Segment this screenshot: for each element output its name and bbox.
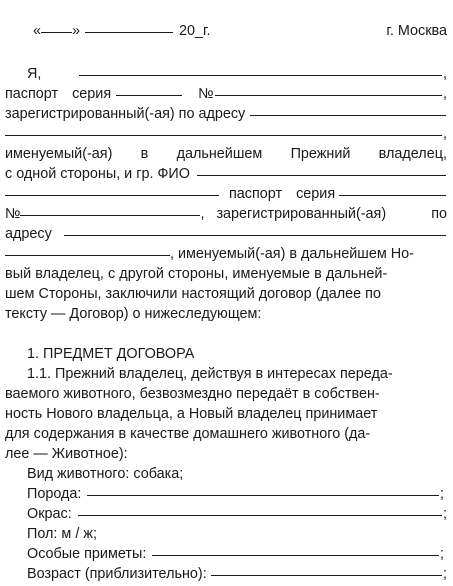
address-blank-1[interactable] [250,115,446,116]
ya-label: Я, [27,66,42,82]
quote-close: » [72,23,81,39]
one-side-label: с одной стороны, и гр. ФИО [5,166,190,182]
intro-line-12: шем Стороны, заключили настоящий договор (далее по [5,286,381,302]
passport2-label: паспорт [229,186,283,202]
series2-label: серия [296,186,336,202]
passport-label: паспорт [5,86,59,102]
section-1-p1-line-5: лее — Животное): [5,446,128,462]
year-prefix: 20 [179,23,196,39]
passport2-series-blank[interactable] [339,195,446,196]
address-blank-2[interactable] [5,135,442,136]
passport-number-blank[interactable] [215,95,442,96]
section-1-p1-line-2: ваемого животного, безвозмездно передаёт в собствен- [5,386,380,402]
intro-line-5: именуемый(-ая) в дальнейшем Прежний владелец, [5,146,447,162]
intro-line-8: № , зарегистрированный(-ая) по [5,204,447,225]
number-label: № [198,86,214,102]
intro-line-2: паспорт серия № , [5,84,447,105]
month-blank[interactable] [85,32,173,33]
header-line [33,21,447,42]
age-line: Возраст (приблизительно): ; [27,564,447,585]
new-owner-name-blank-2[interactable] [5,195,219,196]
marks-line: Особые приметы: ; [27,544,444,565]
intro-line-6 [5,164,447,185]
city: г. Москва [386,23,447,39]
breed-line: Порода: ; [27,484,444,505]
color-line: Окрас: ; [27,504,447,525]
section-1-title: 1. ПРЕДМЕТ ДОГОВОРА [27,346,195,362]
section-1-p1-line-3: ность Нового владельца, а Новый владелец принимает [5,406,378,422]
year-suffix: _г. [195,23,211,39]
intro-line-7 [5,184,447,205]
color-blank[interactable] [78,515,442,516]
address2-blank-1[interactable] [64,235,446,236]
section-1-p1-line-4: для содержания в качестве домашнего животного (да- [5,426,371,442]
breed-label: Порода: [27,486,82,502]
sex-line: Пол: м / ж; [27,526,97,542]
number2-label: № [5,206,21,222]
age-blank[interactable] [211,575,442,576]
address2-blank-2[interactable] [5,255,170,256]
intro-line-3 [5,104,447,125]
age-label: Возраст (приблизительно): [27,566,207,582]
intro-line-10: , именуемый(-ая) в дальнейшем Но- [5,244,447,265]
intro-line-9 [5,224,447,245]
intro-line-13: тексту — Договор) о нижеследующем: [5,306,262,322]
animal-type-line: Вид животного: собака; [27,466,184,482]
passport-series-blank[interactable] [116,95,182,96]
quote-open: « [33,23,42,39]
passport2-number-blank[interactable] [20,215,200,216]
owner-name-blank[interactable] [79,75,442,76]
day-blank[interactable] [41,32,72,33]
section-1-p1-line-1: 1.1. Прежний владелец, действуя в интересах переда- [27,366,393,382]
marks-blank[interactable] [152,555,439,556]
breed-blank[interactable] [87,495,439,496]
intro-line-4: , [5,124,447,145]
intro-line-11: вый владелец, с другой стороны, именуемые в дальней- [5,266,388,282]
color-label: Окрас: [27,506,72,522]
intro-line-1: Я, , [27,64,447,85]
series-label: серия [72,86,112,102]
address2-label: адресу [5,226,52,242]
new-owner-name-blank[interactable] [197,175,446,176]
registered-label: зарегистрированный(-ая) по адресу [5,106,246,122]
marks-label: Особые приметы: [27,546,147,562]
